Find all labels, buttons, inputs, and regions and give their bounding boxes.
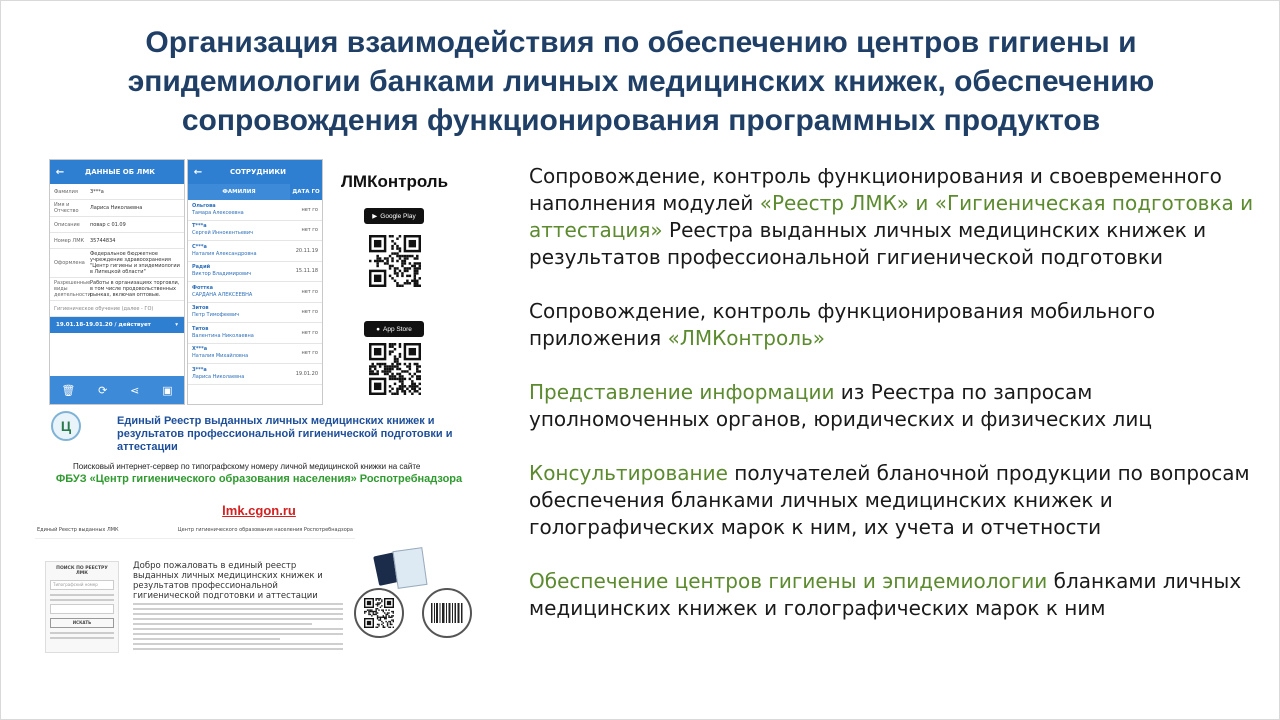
employee-row[interactable] <box>188 241 322 262</box>
employee-name <box>192 223 290 237</box>
employee-name <box>192 264 290 278</box>
employee-date: нет го <box>301 350 318 357</box>
employee-row[interactable] <box>188 262 322 283</box>
employees-list <box>188 200 322 385</box>
field-label: Разрешенные виды деятельности <box>54 280 91 298</box>
field-value: Лариса Николаевна <box>90 205 143 211</box>
hologram-card-icon <box>393 547 428 589</box>
app-name: ЛМКонтроль <box>341 172 449 191</box>
refresh-icon[interactable]: ⟳ <box>98 383 108 397</box>
bullet-text: Реестра выданных личных медицинских книжек и результатов профессиональной гигиенической подготовки <box>529 218 1207 269</box>
employee-name <box>192 326 290 340</box>
employee-surname: Зитов <box>192 305 209 312</box>
registry-web-screenshot <box>35 521 355 653</box>
col-surname[interactable]: ФАМИЛИЯ <box>188 184 290 200</box>
registry-org: ФБУЗ «Центр гигиенического образования населения» Роспотребнадзора <box>55 473 463 485</box>
employees-header <box>188 160 322 184</box>
barcode-circle-icon <box>422 588 472 638</box>
bullet-text: из Реестра по запросам уполномоченных органов, юридических и физических лиц <box>529 380 1152 431</box>
field-value: Гигиеническое обучение (далее - ГО) <box>54 305 154 312</box>
employee-date: нет го <box>301 309 318 316</box>
web-line <box>50 594 114 596</box>
field-label: Имя и Отчество <box>54 202 79 214</box>
employee-date: нет го <box>301 227 318 234</box>
bullet-text: получателей бланочной продукции по вопросам обеспечения бланками личных медицинских книжек и голографических марок к ним, их учета и отчетности <box>529 461 1250 539</box>
employee-date: 19.01.20 <box>295 370 318 377</box>
bullet-text: Сопровождение, контроль функционирования мобильного приложения <box>529 299 1156 350</box>
registry-logo-icon: Ц <box>51 411 81 441</box>
back-arrow-icon[interactable]: ← <box>193 166 203 178</box>
qr-circle-icon <box>354 588 404 638</box>
play-icon: ▶ <box>372 213 378 220</box>
web-body-text <box>133 603 343 653</box>
save-icon[interactable]: ▣ <box>162 383 173 397</box>
employee-given-name: Лариса Николаевна <box>192 373 245 380</box>
web-search-title: ПОИСК ПО РЕЕСТРУ ЛМК <box>56 566 108 576</box>
web-search-button[interactable]: ИСКАТЬ <box>50 618 114 628</box>
back-arrow-icon[interactable]: ← <box>55 166 65 178</box>
field-value: повар с 01.09 <box>90 221 126 228</box>
employee-given-name: Сергей Иннокентьевич <box>192 230 254 237</box>
employee-row[interactable] <box>188 323 322 344</box>
field-value: 35744834 <box>90 237 116 244</box>
web-welcome: Добро пожаловать в единый реестр выданных личных медицинских книжек и результатов профессиональной гигиенической подготовки и аттестации <box>133 561 323 601</box>
web-captcha-input[interactable] <box>50 604 114 614</box>
field-label: Оформлена <box>54 260 85 266</box>
employee-name <box>192 203 290 217</box>
employee-date: 15.11.18 <box>295 268 318 275</box>
employee-name <box>192 305 290 319</box>
chevron-down-icon: ▾ <box>175 322 178 328</box>
employee-given-name: Петр Тимофеевич <box>192 312 240 319</box>
bullet-item <box>529 460 1264 541</box>
employees-phone-screen <box>187 159 323 405</box>
employee-given-name: Наталия Михайловна <box>192 353 249 360</box>
employee-row[interactable] <box>188 221 322 242</box>
employees-columns <box>188 184 322 200</box>
bullet-text: Сопровождение, контроль функционирования и своевременного наполнения модулей <box>529 164 1222 215</box>
bullet-item <box>529 163 1264 271</box>
employee-name <box>192 244 290 258</box>
employee-name <box>192 346 290 360</box>
qr-code-google <box>369 235 421 287</box>
employee-name <box>192 285 290 299</box>
highlight-text: Консультирование <box>529 461 728 485</box>
employee-surname: С***а <box>192 243 207 250</box>
highlight-text: «ЛМКонтроль» <box>667 326 826 350</box>
qr-code-small <box>364 598 394 628</box>
highlight-text: Представление информации <box>529 380 835 404</box>
employee-row[interactable] <box>188 364 322 385</box>
web-search-input[interactable]: Типографский номер <box>50 580 114 590</box>
bullet-item <box>529 379 1264 433</box>
employee-surname: Х***а <box>192 346 208 353</box>
highlight-text: «Реестр ЛМК» и «Гигиеническая подготовка и аттестация» <box>529 191 1254 242</box>
slide-title: Организация взаимодействия по обеспечению центров гигиены и эпидемиологии банками личных медицинских книжек, обеспечению сопровождения функционирования программных продуктов <box>127 26 1155 137</box>
web-line <box>50 599 114 601</box>
date-range: 19.01.18-19.01.20 / действует <box>56 322 151 328</box>
phone-toolbar <box>50 376 184 404</box>
lmk-field-row <box>50 184 184 200</box>
col-date[interactable]: ДАТА ГО <box>290 184 322 200</box>
registry-subtitle: Поисковый интернет-сервер по типографскому номеру личной медицинской книжки на сайте <box>73 462 421 471</box>
lmk-data-title: ДАННЫЕ ОБ ЛМК <box>84 168 156 176</box>
field-value: Работы в организациях торговли, в том числе продовольственных рынках, включая оптовые. <box>90 280 180 298</box>
employee-date: нет го <box>301 206 318 213</box>
web-line <box>50 637 114 639</box>
barcode-icon <box>430 603 464 623</box>
employee-given-name: Тамара Алексеевна <box>192 209 244 216</box>
employee-row[interactable] <box>188 282 322 303</box>
trash-icon[interactable]: 🗑 <box>61 383 76 397</box>
app-store-label: App Store <box>383 325 412 333</box>
field-label: Фамилия <box>54 188 78 195</box>
web-org-name: Центр гигиенического образования населения Роспотребнадзора <box>177 526 353 533</box>
lmk-field-row <box>50 200 184 217</box>
lmk-field-row <box>50 301 184 317</box>
employees-title: СОТРУДНИКИ <box>230 168 286 176</box>
qr-code-apple <box>369 343 421 395</box>
web-search-panel <box>45 561 119 653</box>
lmk-field-row <box>50 233 184 249</box>
bullet-text: бланками личных медицинских книжек и голографических марок к ним <box>529 569 1242 620</box>
bullet-item <box>529 568 1264 622</box>
field-value: Федеральное бюджетное учреждение здравоохранения "Центр гигиены и эпидемиологии в Липецкой области" <box>90 251 180 275</box>
employee-given-name: Наталия Александровна <box>192 250 257 257</box>
employee-date: 20.11.19 <box>295 247 318 254</box>
employee-row[interactable] <box>188 303 322 324</box>
employee-date: нет го <box>301 288 318 295</box>
app-store-badge[interactable] <box>364 321 424 337</box>
lmk-field-row <box>50 249 184 278</box>
employee-surname: Радий <box>192 264 211 271</box>
date-bar[interactable] <box>50 317 184 333</box>
apple-icon: ● <box>376 325 380 333</box>
employee-given-name: Валентина Николаевна <box>192 332 254 339</box>
field-label: Номер ЛМК <box>54 237 85 244</box>
employee-row[interactable] <box>188 200 322 221</box>
employee-given-name: Виктор Владимирович <box>192 271 252 278</box>
google-play-badge[interactable] <box>364 208 424 224</box>
employee-surname: Титов <box>192 325 209 332</box>
field-value: З***а <box>90 188 104 195</box>
lmk-field-row <box>50 278 184 301</box>
highlight-text: Обеспечение центров гигиены и эпидемиологии <box>529 569 1048 593</box>
registry-title: Единый Реестр выданных личных медицинских книжек и результатов профессиональной гигиенической подготовки и аттестации <box>117 415 453 453</box>
employee-given-name: САРДАНА АЛЕКСЕЕВНА <box>192 291 253 298</box>
employee-surname: Т***а <box>192 223 207 230</box>
web-line <box>50 632 114 634</box>
employee-name <box>192 367 290 381</box>
field-label: Описание <box>54 221 80 228</box>
web-header <box>35 521 355 539</box>
web-site-name: Единый Реестр выданных ЛМК <box>37 526 119 533</box>
lmk-field-row <box>50 217 184 233</box>
employee-surname: Ольгова <box>192 202 216 209</box>
bullet-list <box>529 163 1264 649</box>
employee-surname: Фоттка <box>192 284 213 291</box>
lmk-data-header <box>50 160 184 184</box>
lmk-data-phone-screen <box>49 159 185 405</box>
employee-surname: З***а <box>192 366 207 373</box>
google-play-label: Google Play <box>380 212 416 220</box>
lmk-fields <box>50 184 184 317</box>
employee-date: нет го <box>301 329 318 336</box>
employee-row[interactable] <box>188 344 322 365</box>
registry-link[interactable]: lmk.cgon.ru <box>222 503 296 518</box>
share-icon[interactable]: ⋖ <box>130 383 140 397</box>
bullet-item <box>529 298 1264 352</box>
